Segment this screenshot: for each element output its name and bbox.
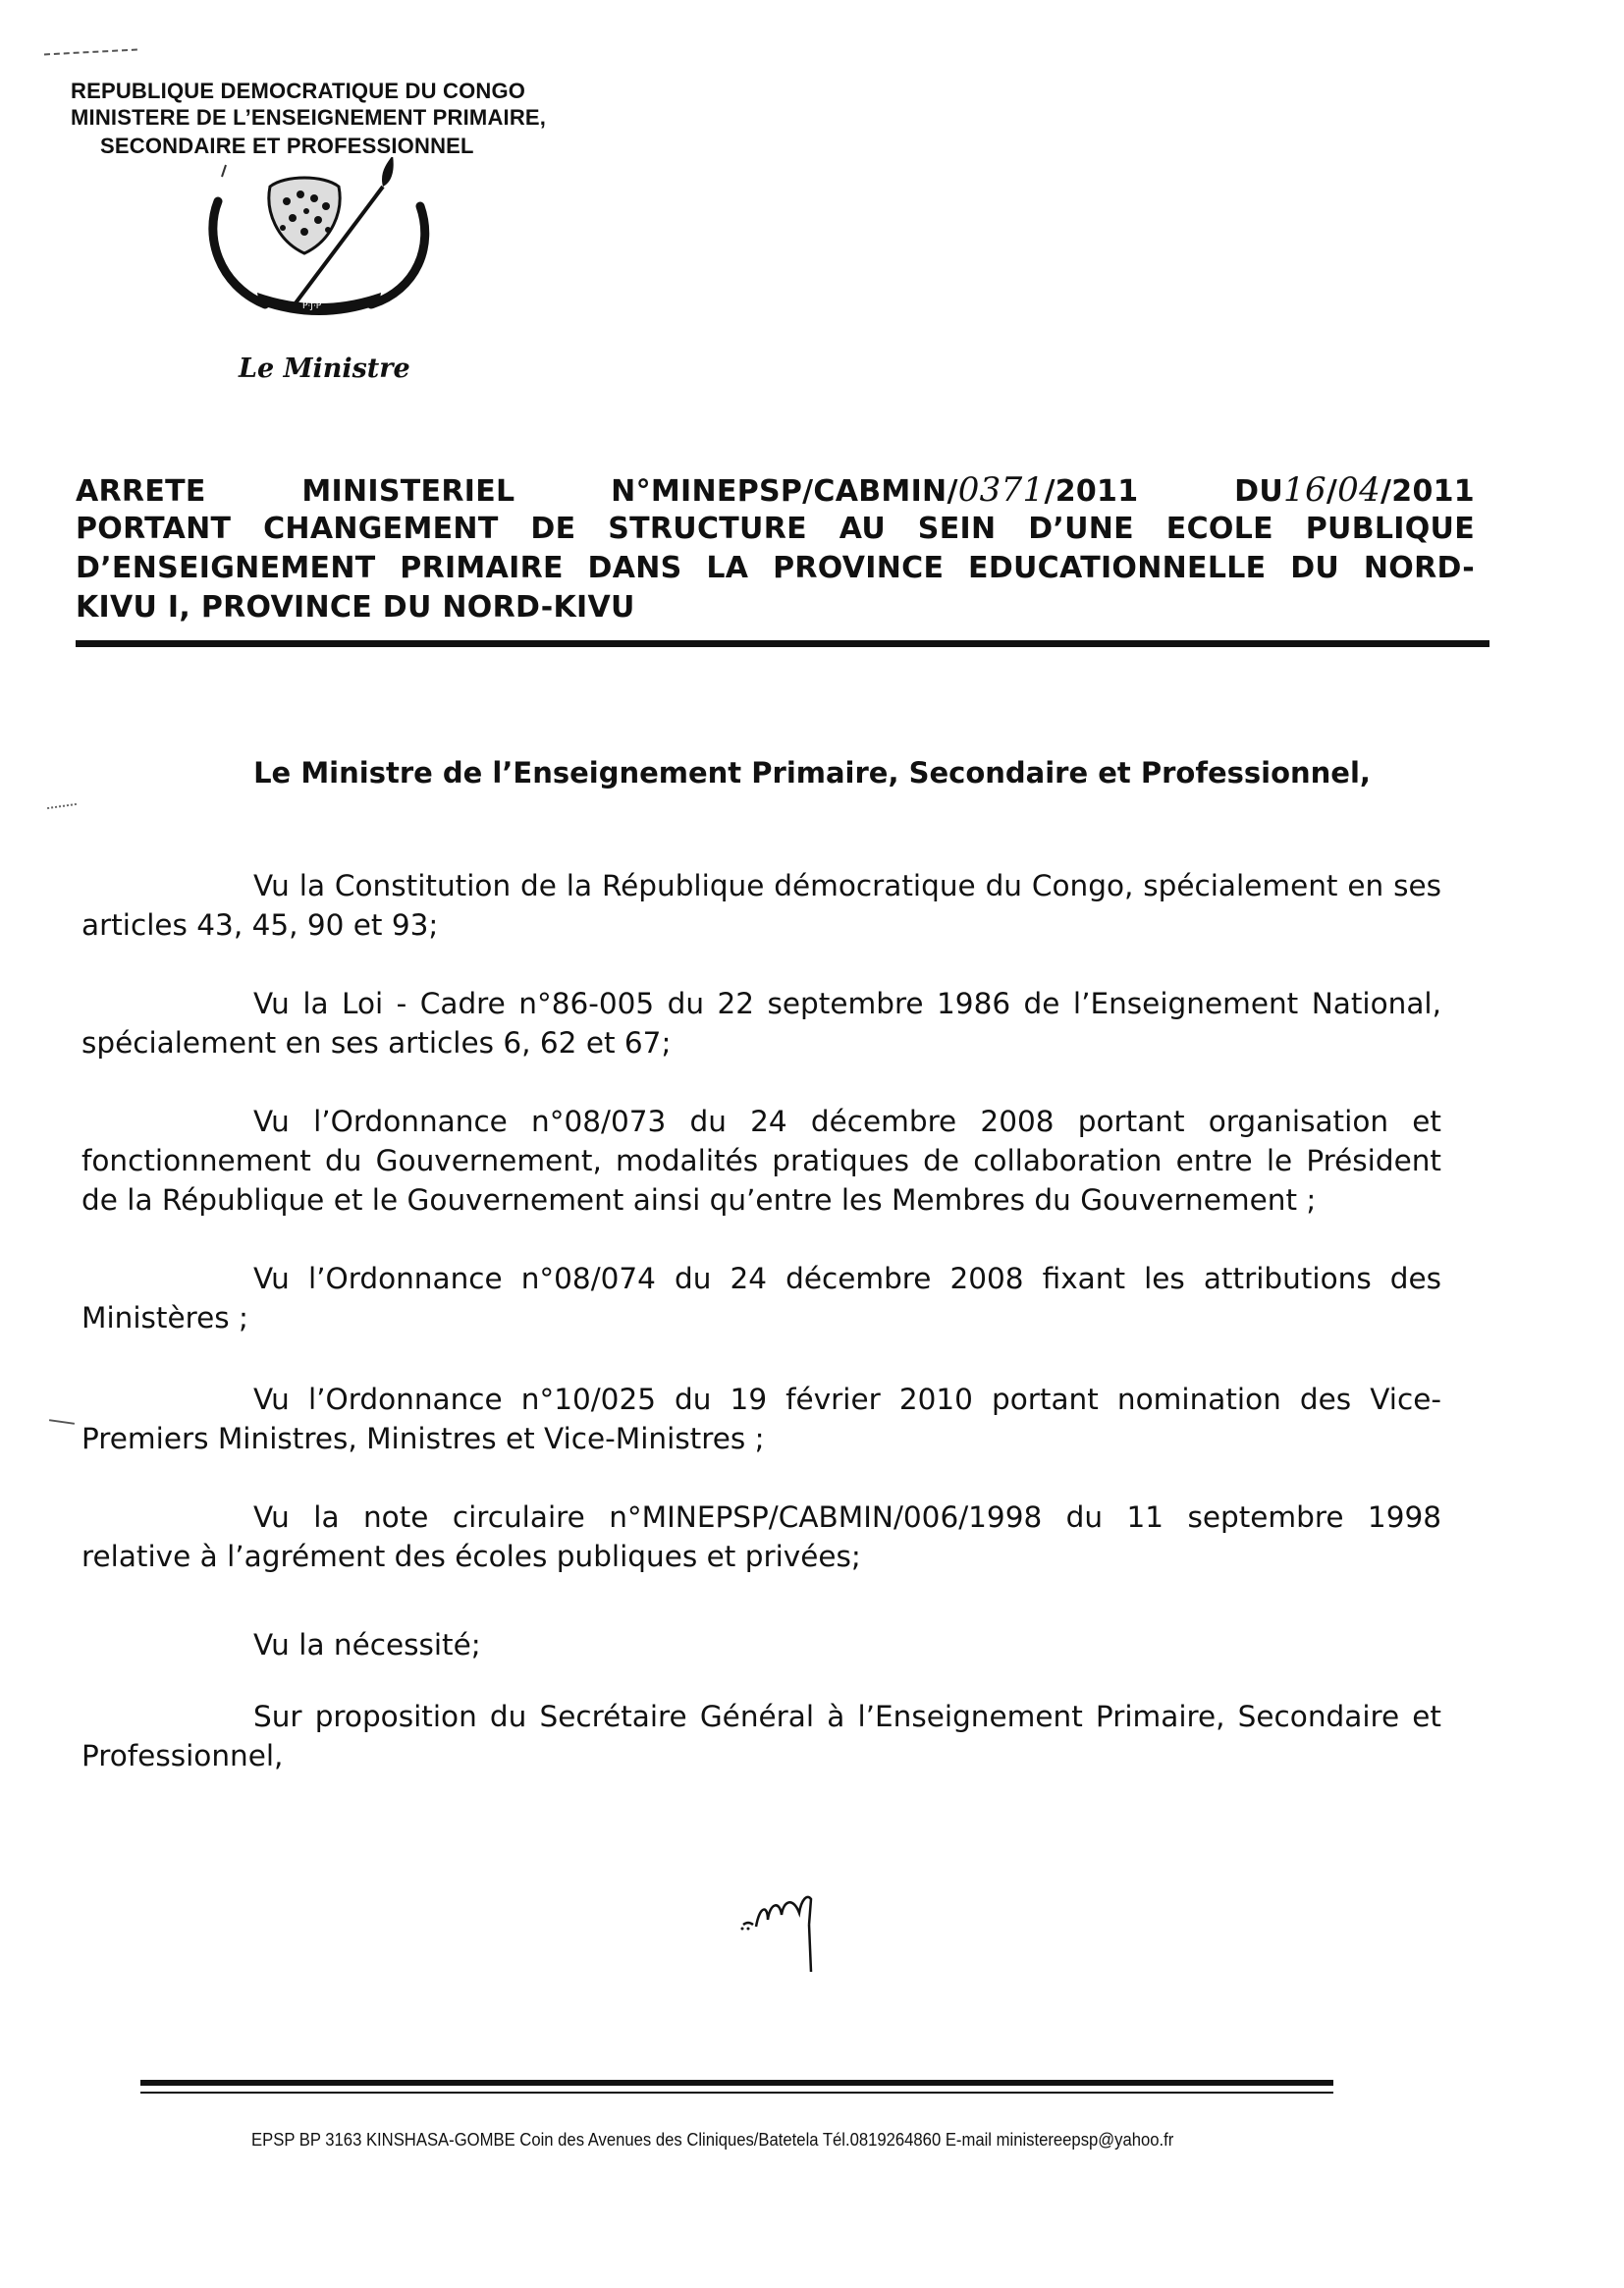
decree-title-line1: [76, 469, 1475, 513]
consideration-ordonnance-08-074: Vu l’Ordonnance n°08/074 du 24 décembre 2008 fixant les attributions des Ministères ;: [81, 1262, 1441, 1335]
scan-mark: [47, 803, 77, 809]
decree-label2: MINISTERIEL: [301, 474, 515, 509]
ref-number-handwritten: 0371: [957, 470, 1045, 510]
consideration-constitution: Vu la Constitution de la République démocratique du Congo, spécialement en ses articles 43, 45, 90 et 93;: [81, 869, 1441, 942]
svg-text:P·J·P: P·J·P: [302, 301, 322, 311]
decree-reference: [611, 470, 1139, 510]
handwritten-initials: [738, 1885, 827, 1979]
scan-mark: [49, 1419, 75, 1425]
preamble-heading: Le Ministre de l’Enseignement Primaire, Secondaire et Professionnel,: [253, 756, 1371, 790]
decree-date: [1234, 470, 1475, 510]
date-day-handwritten: 16: [1283, 470, 1326, 510]
decree-label: ARRETE: [76, 474, 206, 509]
ref-year: /2011: [1044, 474, 1139, 509]
date-month-handwritten: 04: [1337, 470, 1381, 510]
decree-title-line2: PORTANT CHANGEMENT DE STRUCTURE AU SEIN D’UNE ECOLE PUBLIQUE: [76, 512, 1475, 546]
coat-of-arms-icon: [196, 157, 442, 334]
letterhead-ministry-line2: SECONDAIRE ET PROFESSIONNEL: [100, 134, 474, 158]
letterhead-ministry-line1: MINISTERE DE L’ENSEIGNEMENT PRIMAIRE,: [71, 105, 547, 130]
footer-divider: [140, 2080, 1333, 2086]
decree-title-line3: D’ENSEIGNEMENT PRIMAIRE DANS LA PROVINCE EDUCATIONNELLE DU NORD-: [76, 551, 1475, 585]
consideration-ordonnance-10-025: Vu l’Ordonnance n°10/025 du 19 février 2010 portant nomination des Vice-Premiers Ministres, Ministres et Vice-Ministres ;: [81, 1383, 1441, 1455]
consideration-proposition: Sur proposition du Secrétaire Général à l’Enseignement Primaire, Secondaire et Professionnel,: [81, 1700, 1441, 1772]
consideration-ordonnance-08-073: Vu l’Ordonnance n°08/073 du 24 décembre 2008 portant organisation et fonctionnement du Gouvernement, modalités pratiques de collaboration entre le Président de la République et le Gouvernement ainsi qu’entre les Membres du Gouvernement ;: [81, 1105, 1441, 1217]
consideration-note-circulaire: Vu la note circulaire n°MINEPSP/CABMIN/006/1998 du 11 septembre 1998 relative à l’agrément des écoles publiques et privées;: [81, 1500, 1441, 1573]
date-sep: /: [1326, 474, 1338, 509]
letterhead-country: REPUBLIQUE DEMOCRATIQUE DU CONGO: [71, 79, 526, 103]
consideration-necessite: Vu la nécessité;: [253, 1628, 481, 1662]
title-divider: [76, 640, 1489, 647]
ref-prefix: N°MINEPSP/CABMIN/: [611, 474, 958, 509]
date-year: /2011: [1380, 474, 1475, 509]
signature-title: Le Ministre: [239, 354, 410, 384]
footer-contact: EPSP BP 3163 KINSHASA-GOMBE Coin des Avenues des Cliniques/Batetela Tél.0819264860 E-mail ministereepsp@yahoo.fr: [251, 2129, 1174, 2150]
scan-mark: [44, 49, 137, 59]
consideration-loi-cadre: Vu la Loi - Cadre n°86-005 du 22 septembre 1986 de l’Enseignement National, spécialement en ses articles 6, 62 et 67;: [81, 987, 1441, 1060]
decree-title-line4: KIVU I, PROVINCE DU NORD-KIVU: [76, 590, 635, 625]
date-prefix: DU: [1234, 474, 1284, 509]
footer-divider-thin: [140, 2092, 1333, 2094]
